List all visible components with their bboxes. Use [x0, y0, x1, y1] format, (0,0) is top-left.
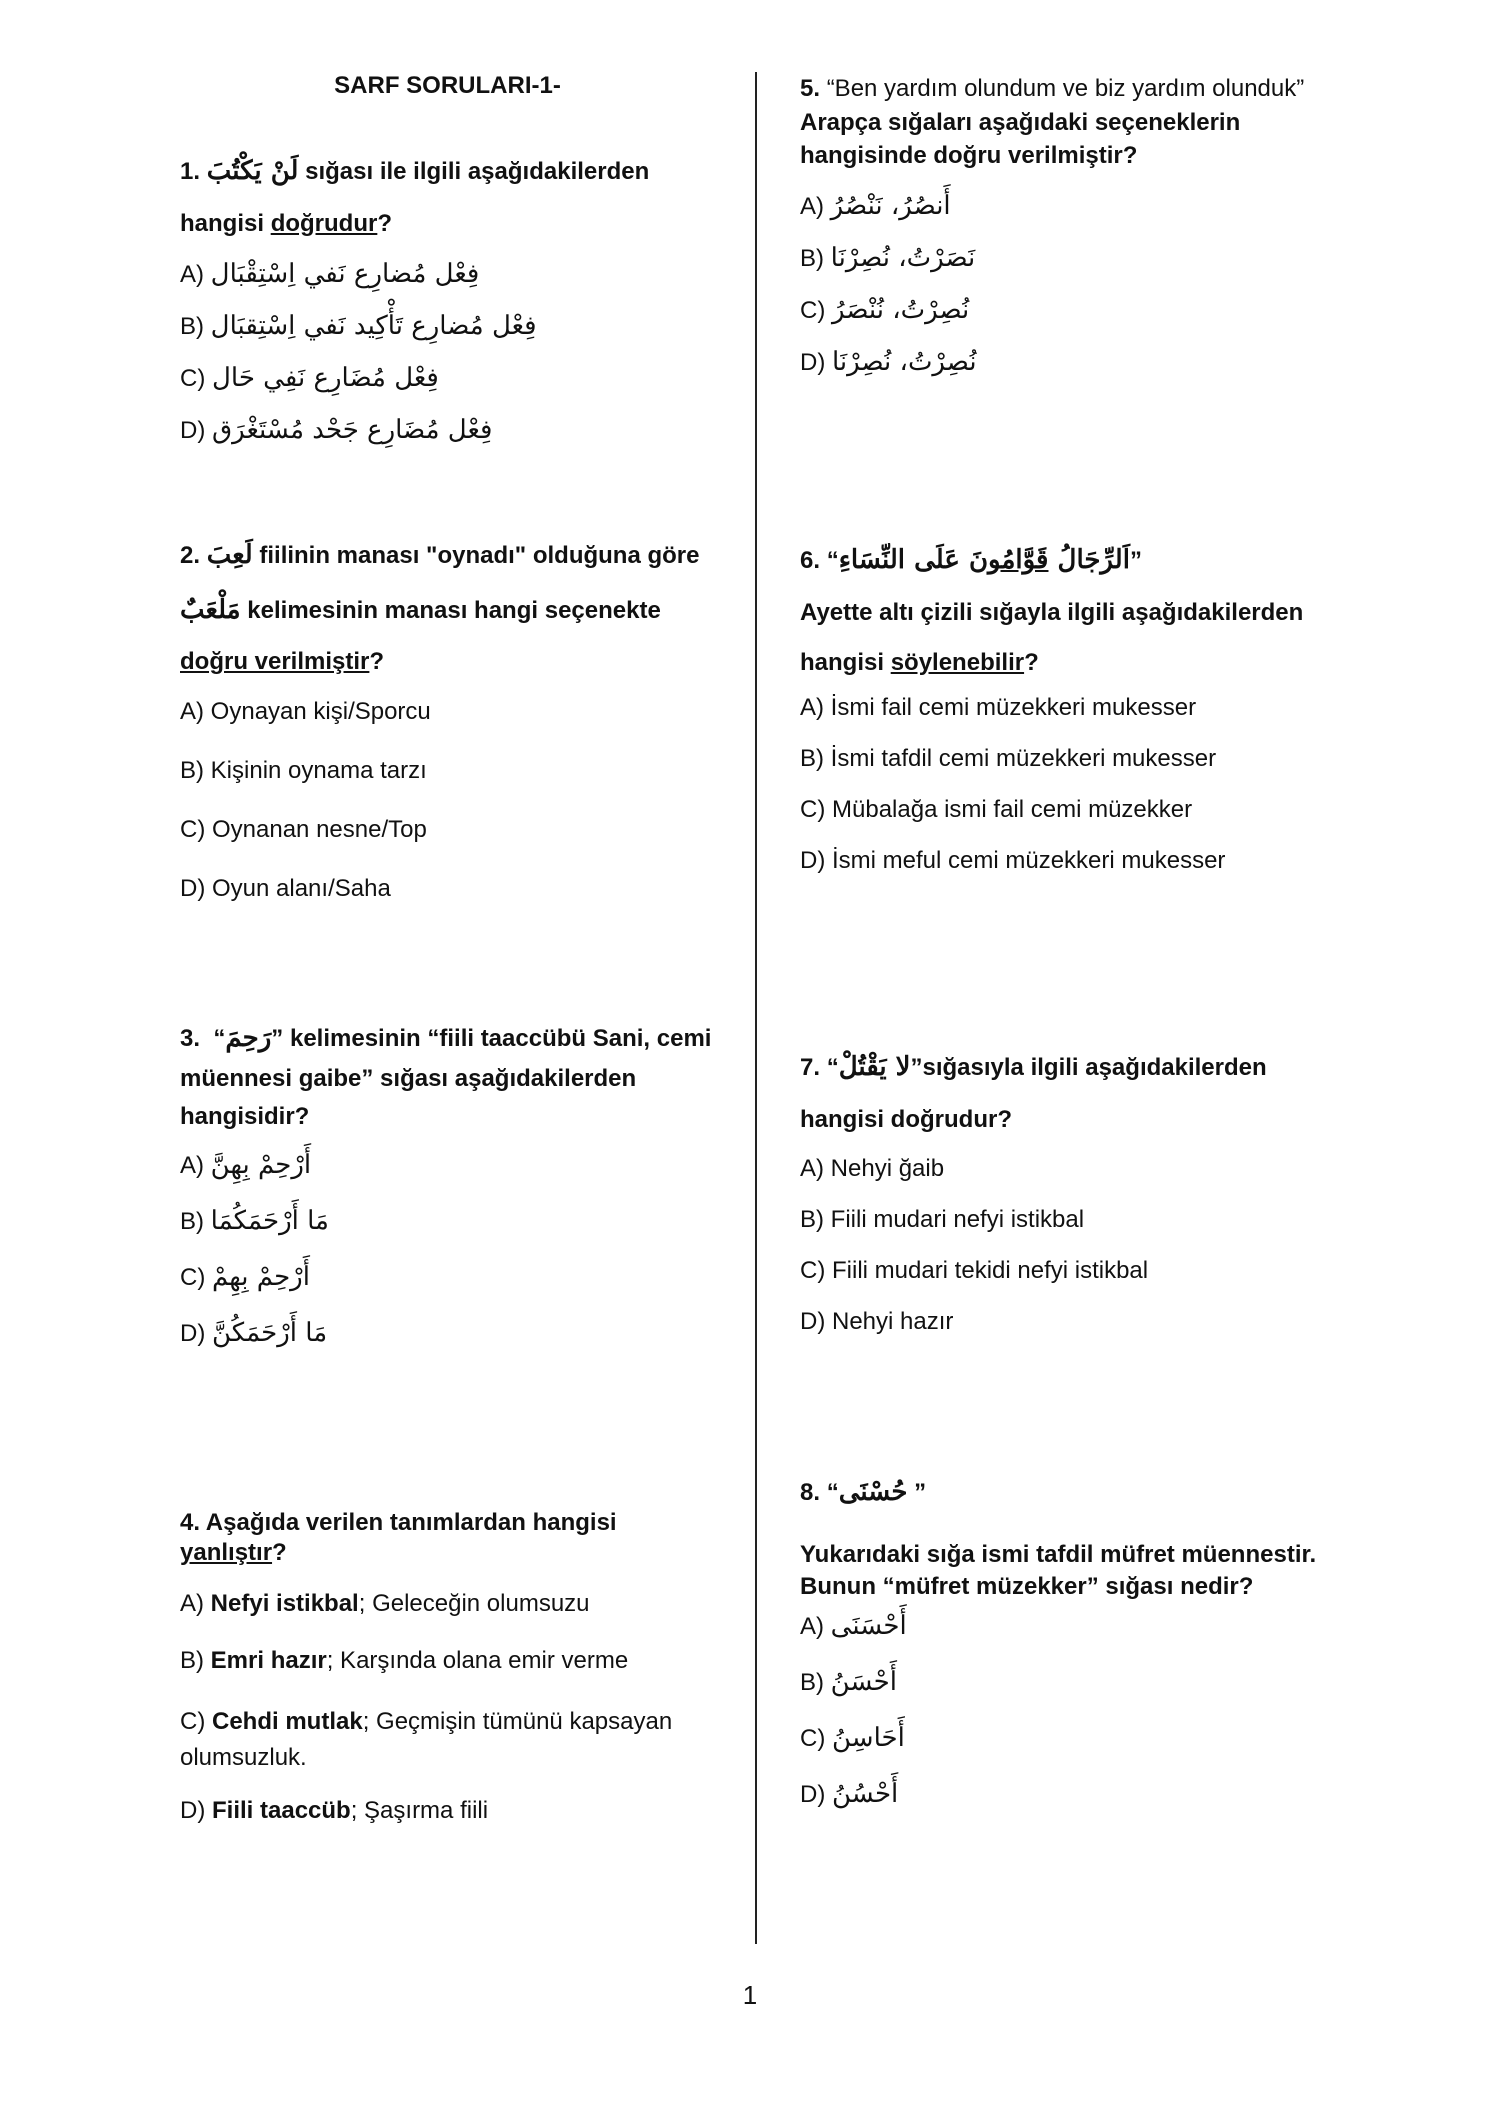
question-1 — [180, 144, 720, 467]
question-2-option-d[interactable]: D) Oyun alanı/Saha — [180, 874, 391, 902]
question-6-stem: 6. “ اَلرِّجَالُ قَوَّامُونَ عَلَى النِّسَاءِ ” Ayette altı çizili sığayla ilgili aşağıdakilerden hangisi söylenebilir? — [800, 545, 1304, 676]
question-8-option-b[interactable]: B) أَحْسَنُ — [800, 1667, 897, 1698]
question-5-option-b[interactable]: B) نَصَرْتُ، نُصِرْنَا — [800, 242, 976, 273]
question-6-option-d[interactable]: D) İsmi meful cemi müzekkeri mukesser — [800, 847, 1226, 875]
question-7-option-d[interactable]: D) Nehyi hazır — [800, 1307, 954, 1335]
question-2-stem: 2. لَعِبَ fiilinin manası "oynadı" olduğuna göre مَلْعَبٌ kelimesinin manası hangi seçenekte doğru verilmiştir? — [180, 540, 700, 676]
question-5-option-c[interactable]: C) نُصِرْتُ، نُنْصَرُ — [800, 294, 970, 325]
question-6-option-a[interactable]: A) İsmi fail cemi müzekkeri mukesser — [800, 694, 1197, 722]
question-5-option-a[interactable]: A) أَنصُرُ، نَنْصُرُ — [800, 190, 951, 221]
question-2 — [180, 528, 720, 934]
question-7 — [800, 1040, 1360, 1359]
question-6 — [800, 533, 1360, 898]
question-2-option-b[interactable]: B) Kişinin oynama tarzı — [180, 756, 427, 784]
question-4 — [180, 1508, 720, 1854]
question-8-option-a[interactable]: A) أَحْسَنَى — [800, 1611, 907, 1642]
question-3-stem: 3. “رَحِمَ” kelimesinin “fiili taaccübü Sani, cemi müennesi gaibe” sığası aşağıdakilerden hangisidir? — [180, 1023, 712, 1130]
question-6-option-b[interactable]: B) İsmi tafdil cemi müzekkeri mukesser — [800, 745, 1217, 773]
question-1-option-d[interactable]: D) فِعْل مُضَارِع جَحْد مُسْتَغْرَق — [180, 414, 493, 445]
question-8 — [800, 1476, 1360, 1835]
question-8-option-d[interactable]: D) أَحْسُنُ — [800, 1779, 899, 1810]
question-6-option-c[interactable]: C) Mübalağa ismi fail cemi müzekker — [800, 796, 1193, 824]
question-4-option-c[interactable]: C) Cehdi mutlak; Geçmişin tümünü kapsayan olumsuzluk. — [180, 1708, 673, 1771]
page-number: 1 — [742, 1980, 758, 2010]
question-3-option-a[interactable]: A) أَرْحِمْ بِهِنَّ — [180, 1150, 312, 1181]
question-7-stem: 7. “لا يَقْتُلْ”sığasıyla ilgili aşağıdakilerden hangisi doğrudur? — [800, 1052, 1267, 1133]
question-4-option-a[interactable]: A) Nefyi istikbal; Geleceğin olumsuzu — [180, 1590, 590, 1617]
question-2-option-a[interactable]: A) Oynayan kişi/Sporcu — [180, 697, 431, 725]
question-8-text: Yukarıdaki sığa ismi tafdil müfret müennestir. Bunun “müfret müzekker” sığası nedir? — [800, 1540, 1317, 1600]
question-4-stem: 4. Aşağıda verilen tanımlardan hangisi yanlıştır? — [180, 1509, 617, 1566]
question-8-stem: 8. “حُسْنَى ” — [800, 1477, 927, 1507]
question-7-option-b[interactable]: B) Fiili mudari nefyi istikbal — [800, 1205, 1085, 1233]
question-3-option-c[interactable]: C) أَرْحِمْ بِهِمْ — [180, 1262, 310, 1293]
question-8-option-c[interactable]: C) أَحَاسِنُ — [800, 1723, 905, 1754]
page-title: SARF SORULARI-1- — [334, 72, 561, 99]
question-5-option-d[interactable]: D) نُصِرْتُ، نُصِرْنَا — [800, 346, 977, 377]
question-1-arabic: لَنْ يَكْتُبَ — [206, 156, 299, 186]
question-4-option-d[interactable]: D) Fiili taaccüb; Şaşırma fiili — [180, 1797, 489, 1824]
question-1-option-a[interactable]: A) فِعْل مُضارِع نَفي اِسْتِقْبَال — [180, 258, 480, 289]
question-3 — [180, 1018, 740, 1374]
question-3-option-d[interactable]: D) مَا أَرْحَمَكُنَّ — [180, 1318, 328, 1349]
question-5 — [800, 72, 1320, 399]
question-1-stem: 1. لَنْ يَكْتُبَ sığası ile ilgili aşağıdakilerden hangisi doğrudur? — [180, 156, 650, 237]
question-4-option-b[interactable]: B) Emri hazır; Karşında olana emir verme — [180, 1647, 629, 1674]
question-1-option-c[interactable]: C) فِعْل مُضَارِع نَفِي حَال — [180, 362, 439, 393]
question-5-stem: 5. “Ben yardım olundum ve biz yardım olunduk” Arapça sığaları aşağıdaki seçeneklerin hangisinde doğru verilmiştir? — [800, 75, 1305, 170]
question-7-option-c[interactable]: C) Fiili mudari tekidi nefyi istikbal — [800, 1256, 1149, 1284]
question-1-option-b[interactable]: B) فِعْل مُضارِع تَأْكِيد نَفي اِسْتِقبَال — [180, 310, 537, 341]
question-2-option-c[interactable]: C) Oynanan nesne/Top — [180, 815, 427, 843]
question-3-option-b[interactable]: B) مَا أَرْحَمَكُمَا — [180, 1206, 329, 1237]
question-7-option-a[interactable]: A) Nehyi ğaib — [800, 1154, 945, 1182]
column-divider — [755, 72, 757, 1944]
